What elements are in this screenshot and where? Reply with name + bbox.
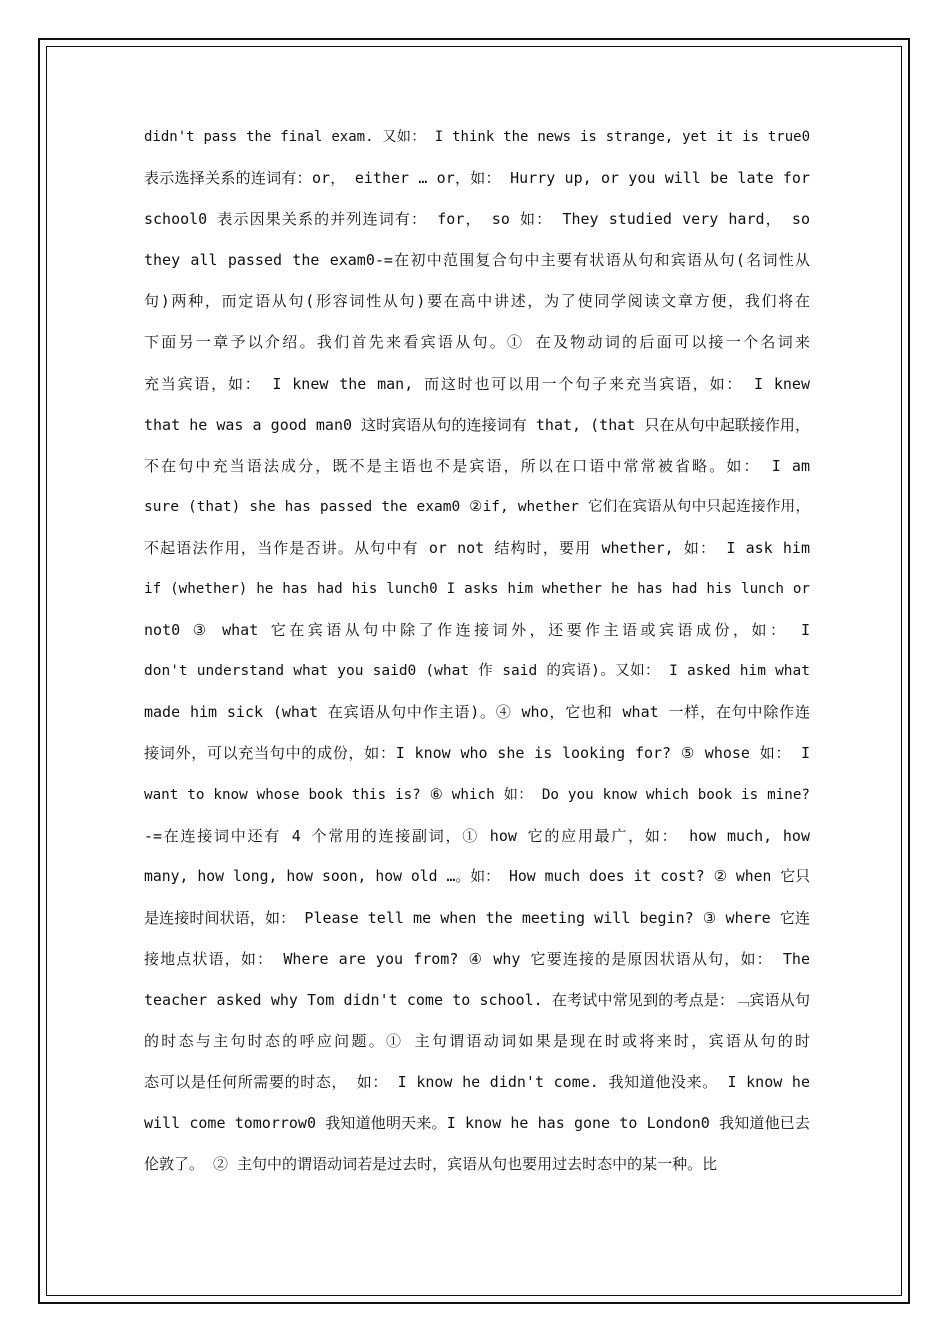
text-line: don't understand what you said0 (what 作 said 的宾语)。又如： I asked him what [144,663,810,680]
text-line: not0 ③ what 它在宾语从句中除了作连接词外，还要作主语或宾语成份，如： I [144,621,810,640]
text-line: want to know whose book this is? ⑥ which 如： Do you know which book is mine? [144,786,810,803]
text-line: 态可以是任何所需要的时态， 如： I know he didn't come. 我知道他没来。 I know he [144,1073,810,1092]
text-line: will come tomorrow0 我知道他明天来。I know he has gone to London0 我知道他已去 [144,1114,810,1133]
text-line: 句)两种，而定语从句(形容词性从句)要在高中讲述，为了使同学阅读文章方便，我们将在 [144,292,810,311]
text-line: 充当宾语，如： I knew the man, 而这时也可以用一个句子来充当宾语，如： I knew [144,374,810,393]
text-line: many, how long, how soon, how old …。如： How much does it cost? ② when 它只 [144,867,810,885]
text-line: if (whether) he has had his lunch0 I asks him whether he has had his lunch or [144,581,810,598]
text-line: 接地点状语，如： Where are you from? ④ why 它要连接的是原因状语从句，如： The [144,949,810,968]
text-line: 的时态与主句时态的呼应问题。① 主句谓语动词如果是现在时或将来时，宾语从句的时 [144,1032,810,1051]
text-line: made him sick (what 在宾语从句中作主语)。④ who，它也和 what 一样，在句中除作连 [144,703,810,722]
document-body [144,120,810,1188]
text-line: 不起语法作用，当作是否讲。从句中有 or not 结构时，要用 whether, 如： I ask him [144,538,810,557]
text-line: they all passed the exam0-=在初中范围复合句中主要有状语从句和宾语从句(名词性从 [144,251,810,270]
text-line: school0 表示因果关系的并列连词有： for， so 如： They studied very hard， so [144,210,810,229]
text-line: 伦敦了。 ② 主句中的谓语动词若是过去时，宾语从句也要用过去时态中的某一种。比 [144,1155,718,1174]
text-line: 不在句中充当语法成分，既不是主语也不是宾语，所以在口语中常常被省略。如： I am [144,456,810,475]
text-line: sure (that) she has passed the exam0 ②if, whether 它们在宾语从句中只起连接作用， [144,498,810,515]
text-line: 接词外，可以充当句中的成份，如：I know who she is looking for? ⑤ whose 如： I [144,744,810,763]
text-line: didn't pass the final exam. 又如： I think the news is strange, yet it is true0 [144,129,810,145]
text-line: that he was a good man0 这时宾语从句的连接词有 that, (that 只在从句中起联接作用， [144,415,810,434]
text-line: 是连接时间状语，如： Please tell me when the meeting will begin? ③ where 它连 [144,908,810,927]
text-line: teacher asked why Tom didn't come to school. 在考试中常见到的考点是：﹁宾语从句 [144,990,810,1009]
text-line: 下面另一章予以介绍。我们首先来看宾语从句。① 在及物动词的后面可以接一个名词来 [144,333,810,352]
text-line: 表示选择关系的连词有：or， either … or，如： Hurry up, or you will be late for [144,169,810,188]
text-line: -=在连接词中还有 4 个常用的连接副词，① how 它的应用最广，如： how much, how [144,826,810,845]
